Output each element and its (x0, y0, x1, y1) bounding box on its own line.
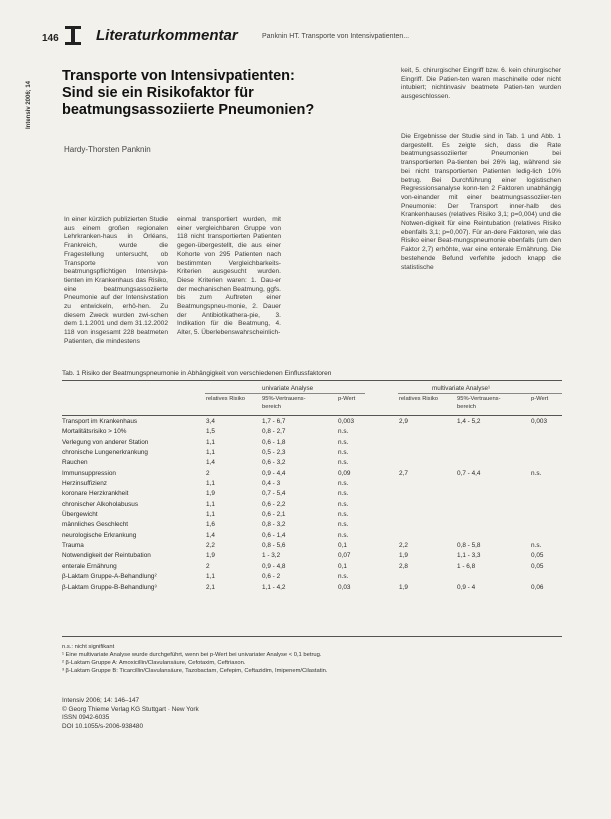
table-cell-rr2: 2,7 (399, 469, 408, 477)
table-row (62, 563, 562, 573)
table-cell-p: n.s. (338, 531, 349, 539)
table-cell-p2: 0,05 (531, 562, 544, 570)
table-cell-label: Notwendigkeit der Reintubation (62, 552, 151, 560)
table-cell-p: 0,1 (338, 542, 347, 550)
table-cell-ci: 1,1 - 4,2 (262, 583, 286, 591)
table-cell-p2: 0,06 (531, 583, 544, 591)
table-cell-ci2: 1 - 6,8 (457, 562, 476, 570)
table-cell-label: β-Laktam Gruppe-A-Behandlung² (62, 573, 157, 581)
table-cell-ci: 0,5 - 2,3 (262, 449, 286, 457)
table-cell-p: n.s. (338, 438, 349, 446)
side-label: Intensiv 2006; 14 (26, 80, 32, 130)
body-column-3: Die Ergebnisse der Studie sind in Tab. 1 und Abb. 1 dargestellt. Es zeigte sich, dass die Rate beatmungsassoziierter Pneumonien bei transportierten Pa-tienten bei 26% lag, während sie bei nicht transportierten Patienten ledig-lich 10% betrug. Bei Durchführung einer logistischen Regressionsanalyse konn-ten 2 Faktoren unabhängig von-einander mit einer beatmungsassoziier-ten Pneumonie: Der Transport inner-halb des Krankenhauses (relatives Risiko 3,1; p=0,004) und die Notwen-digkeit für eine Reintubation (relatives Risiko ebenfalls 3,1; p=0,007). Für an-dere Faktoren, wie das Risiko einer Beat-mungspneumonie ebenfalls (um den Faktor 2,7) erhöhte, war eine enterale Ernährung. Die bestehende Befund verfehlte jedoch knapp die statistische (401, 133, 561, 271)
table-cell-p2: n.s. (531, 542, 542, 550)
table-cell-p2: 0,05 (531, 552, 544, 560)
publisher-logo-icon (62, 24, 84, 46)
colhead-ci2: 95%-Vertrauens-bereich (457, 396, 501, 410)
table-row (62, 584, 562, 594)
article-title (62, 68, 352, 119)
table-cell-ci2: 0,9 - 4 (457, 583, 476, 591)
table-cell-label: β-Laktam Gruppe-B-Behandlung³ (62, 583, 157, 591)
table-cell-rr: 1,4 (206, 459, 215, 467)
footnote: n.s.: nicht signifikant (62, 644, 115, 650)
table-row (62, 521, 562, 531)
title-line: beatmungsassoziierte Pneumonien? (62, 102, 315, 118)
table-cell-label: Mortalitätsrisiko > 10% (62, 428, 127, 436)
table-row (62, 439, 562, 449)
table-cell-ci: 0,6 - 2,1 (262, 511, 286, 519)
colhead-rr2: relatives Risiko (399, 396, 438, 402)
table-cell-label: Verlegung von anderer Station (62, 438, 149, 446)
table-cell-rr2: 2,8 (399, 562, 408, 570)
table-cell-p2: n.s. (531, 469, 542, 477)
table-cell-ci2: 1,4 - 5,2 (457, 418, 481, 425)
table-row (62, 511, 562, 521)
table-cell-label: chronische Lungenerkrankung (62, 449, 148, 457)
group-rule (205, 393, 365, 394)
section-title: Literaturkommentar (96, 27, 238, 44)
table-row (62, 552, 562, 562)
footnote: ¹ Eine multivariate Analyse wurde durchgeführt, wenn bei p-Wert bei univariater Analyse < 0,1 betrug. (62, 652, 322, 658)
table-row (62, 490, 562, 500)
table-cell-rr: 1,5 (206, 428, 215, 436)
body-column-3-top: keit, 5. chirurgischer Eingriff bzw. 6. kein chirurgischer Eingriff. Die Patien-ten waren maschinelle oder nicht intubiert; nichtinvasiv beatmete Patien-ten wurden ausgeschlossen. (401, 67, 561, 101)
footnotes (62, 643, 562, 675)
table-cell-label: neurologische Erkrankung (62, 531, 137, 539)
colhead-p: p-Wert (338, 396, 356, 402)
table-cell-p: 0,07 (338, 552, 351, 560)
table-cell-p: 0,03 (338, 583, 351, 591)
table-cell-ci: 0,6 - 1,4 (262, 531, 286, 539)
table-cell-rr2: 2,2 (399, 542, 408, 550)
table-cell-rr: 1,1 (206, 449, 215, 457)
table-cell-rr: 1,9 (206, 552, 215, 560)
body-column-1: In einer kürzlich publizierten Studie aus einem großen regionalen Lehrkranken-haus in Orléans, Frankreich, wurde die Fragestellung untersucht, ob Transporte von beatmungspflichtigen Intensivpa-tienten im Krankenhaus das Risiko, eine beatmungsassoziierte Pneumonie auf der Intensivstation zu entwickeln, erhö-hen. Zu diesem Zweck wurden zwi-schen dem 1.1.2001 und dem 31.12.2002 118 von insgesamt 228 beatmeten Patienten, die mindestens (64, 216, 168, 345)
table-row (62, 449, 562, 459)
table-cell-rr: 2 (206, 469, 210, 477)
table-cell-p: n.s. (338, 511, 349, 519)
footnote: ² β-Laktam Gruppe A: Amoxicillin/Clavulansäure, Cefotaxim, Ceftriaxon. (62, 660, 246, 666)
table-row (62, 573, 562, 583)
table-row (62, 532, 562, 542)
table-cell-rr2: 2,9 (399, 418, 408, 425)
table-cell-p: n.s. (338, 521, 349, 529)
table-cell-rr: 1,1 (206, 573, 215, 581)
footnote: ³ β-Laktam Gruppe B: Ticarcillin/Clavulansäure, Tazobactam, Cefepim, Ceftazidim, Imipenem/Cilastatin. (62, 668, 328, 674)
table-cell-ci: 0,8 - 5,6 (262, 542, 286, 550)
table-cell-label: Herzinsuffizienz (62, 480, 107, 488)
citation-line: © Georg Thieme Verlag KG Stuttgart · New York (62, 705, 199, 713)
title-line: Transporte von Intensivpatienten: (62, 68, 295, 84)
group-head-univariate: univariate Analyse (262, 385, 314, 392)
table-rule (62, 415, 562, 416)
colhead-p2: p-Wert (531, 396, 549, 402)
table-cell-label: enterale Ernährung (62, 562, 117, 570)
table-cell-label: Trauma (62, 542, 84, 550)
table-cell-rr: 2,2 (206, 542, 215, 550)
citation-line: Intensiv 2006; 14: 146–147 (62, 697, 140, 704)
table-cell-ci: 0,7 - 5,4 (262, 490, 286, 498)
running-head: Panknin HT. Transporte von Intensivpatienten... (262, 33, 410, 40)
title-line: Sind sie ein Risikofaktor für (62, 85, 254, 101)
table-cell-ci: 0,9 - 4,4 (262, 469, 286, 477)
table-cell-ci: 0,6 - 3,2 (262, 459, 286, 467)
table-cell-ci2: 0,7 - 4,4 (457, 469, 481, 477)
table-cell-ci: 0,8 - 3,2 (262, 521, 286, 529)
table-cell-label: chronischer Alkoholabusus (62, 500, 139, 508)
table-cell-p: n.s. (338, 449, 349, 457)
table-cell-rr: 1,1 (206, 511, 215, 519)
table-cell-label: Übergewicht (62, 511, 98, 519)
table-caption: Tab. 1 Risiko der Beatmungspneumonie in Abhängigkeit von verschiedenen Einflussfaktoren (62, 370, 332, 377)
table-row (62, 418, 562, 428)
table-body (62, 418, 562, 594)
group-head-multivariate: multivariate Analyse¹ (432, 385, 491, 392)
table-cell-p: 0,09 (338, 469, 351, 477)
page-number: 146 (42, 33, 59, 44)
table-rule (62, 380, 562, 381)
body-column-2: einmal transportiert wurden, mit einer vergleichbaren Gruppe von 118 nicht transportierten Patienten gegen-übergestellt, die aus einer Kohorte von 295 Patienten nach bestimmten Vergleichbarkeits-Kriterien ausgesucht wurden. Diese Kriterien waren: 1. Dau-er der mechanischen Beatmung, ggfs. bis zum Auftreten einer Beatmungspneu-monie, 2. Dauer der Antibiotikathera-pie, 3. Indikation für die Beatmung, 4. Alter, 5. Überlebenswahrscheinlich- (177, 216, 281, 337)
table-cell-label: Transport im Krankenhaus (62, 418, 138, 425)
table-cell-ci: 0,8 - 2,7 (262, 428, 286, 436)
citation-line: DOI 10.1055/s-2006-938480 (62, 722, 144, 730)
table-row (62, 428, 562, 438)
table-cell-ci2: 0,8 - 5,8 (457, 542, 481, 550)
table-cell-p: 0,003 (338, 418, 354, 425)
table-cell-ci: 0,6 - 2,2 (262, 500, 286, 508)
author: Hardy-Thorsten Panknin (64, 145, 151, 154)
table-cell-rr: 1,4 (206, 531, 215, 539)
table-row (62, 470, 562, 480)
colhead-rr: relatives Risiko (206, 396, 245, 402)
table-cell-ci: 0,6 - 1,8 (262, 438, 286, 446)
table-cell-ci: 0,4 - 3 (262, 480, 281, 488)
colhead-ci: 95%-Vertrauens-bereich (262, 396, 306, 410)
table-cell-ci: 0,6 - 2 (262, 573, 281, 581)
table-row (62, 459, 562, 469)
table-rule (62, 636, 562, 637)
table-cell-p: n.s. (338, 573, 349, 581)
table-cell-rr: 1,1 (206, 438, 215, 446)
table-cell-label: männliches Geschlecht (62, 521, 129, 529)
group-rule (398, 393, 562, 394)
table-cell-ci: 1,7 - 6,7 (262, 418, 286, 425)
table-cell-rr: 1,1 (206, 480, 215, 488)
table-cell-rr2: 1,9 (399, 583, 408, 591)
table-cell-rr: 1,9 (206, 490, 215, 498)
table-cell-label: Immunsuppression (62, 469, 116, 477)
table-cell-p: 0,1 (338, 562, 347, 570)
table-row (62, 480, 562, 490)
table-cell-p: n.s. (338, 480, 349, 488)
table-row (62, 542, 562, 552)
table-row (62, 501, 562, 511)
table-cell-label: Rauchen (62, 459, 88, 467)
table-cell-p: n.s. (338, 500, 349, 508)
table-cell-p2: 0,003 (531, 418, 547, 425)
table-cell-rr2: 1,9 (399, 552, 408, 560)
table-cell-rr: 1,6 (206, 521, 215, 529)
table-cell-p: n.s. (338, 428, 349, 436)
table-cell-rr: 3,4 (206, 418, 215, 425)
table-cell-p: n.s. (338, 459, 349, 467)
table-cell-p: n.s. (338, 490, 349, 498)
table-cell-ci: 1 - 3,2 (262, 552, 281, 560)
citation-line: ISSN 0942-6035 (62, 714, 110, 721)
table-cell-rr: 2,1 (206, 583, 215, 591)
table-cell-rr: 1,1 (206, 500, 215, 508)
table-cell-rr: 2 (206, 562, 210, 570)
table-cell-label: koronare Herzkrankheit (62, 490, 129, 498)
citation-block (62, 697, 199, 731)
table-cell-ci2: 1,1 - 3,3 (457, 552, 481, 560)
table-cell-ci: 0,9 - 4,8 (262, 562, 286, 570)
